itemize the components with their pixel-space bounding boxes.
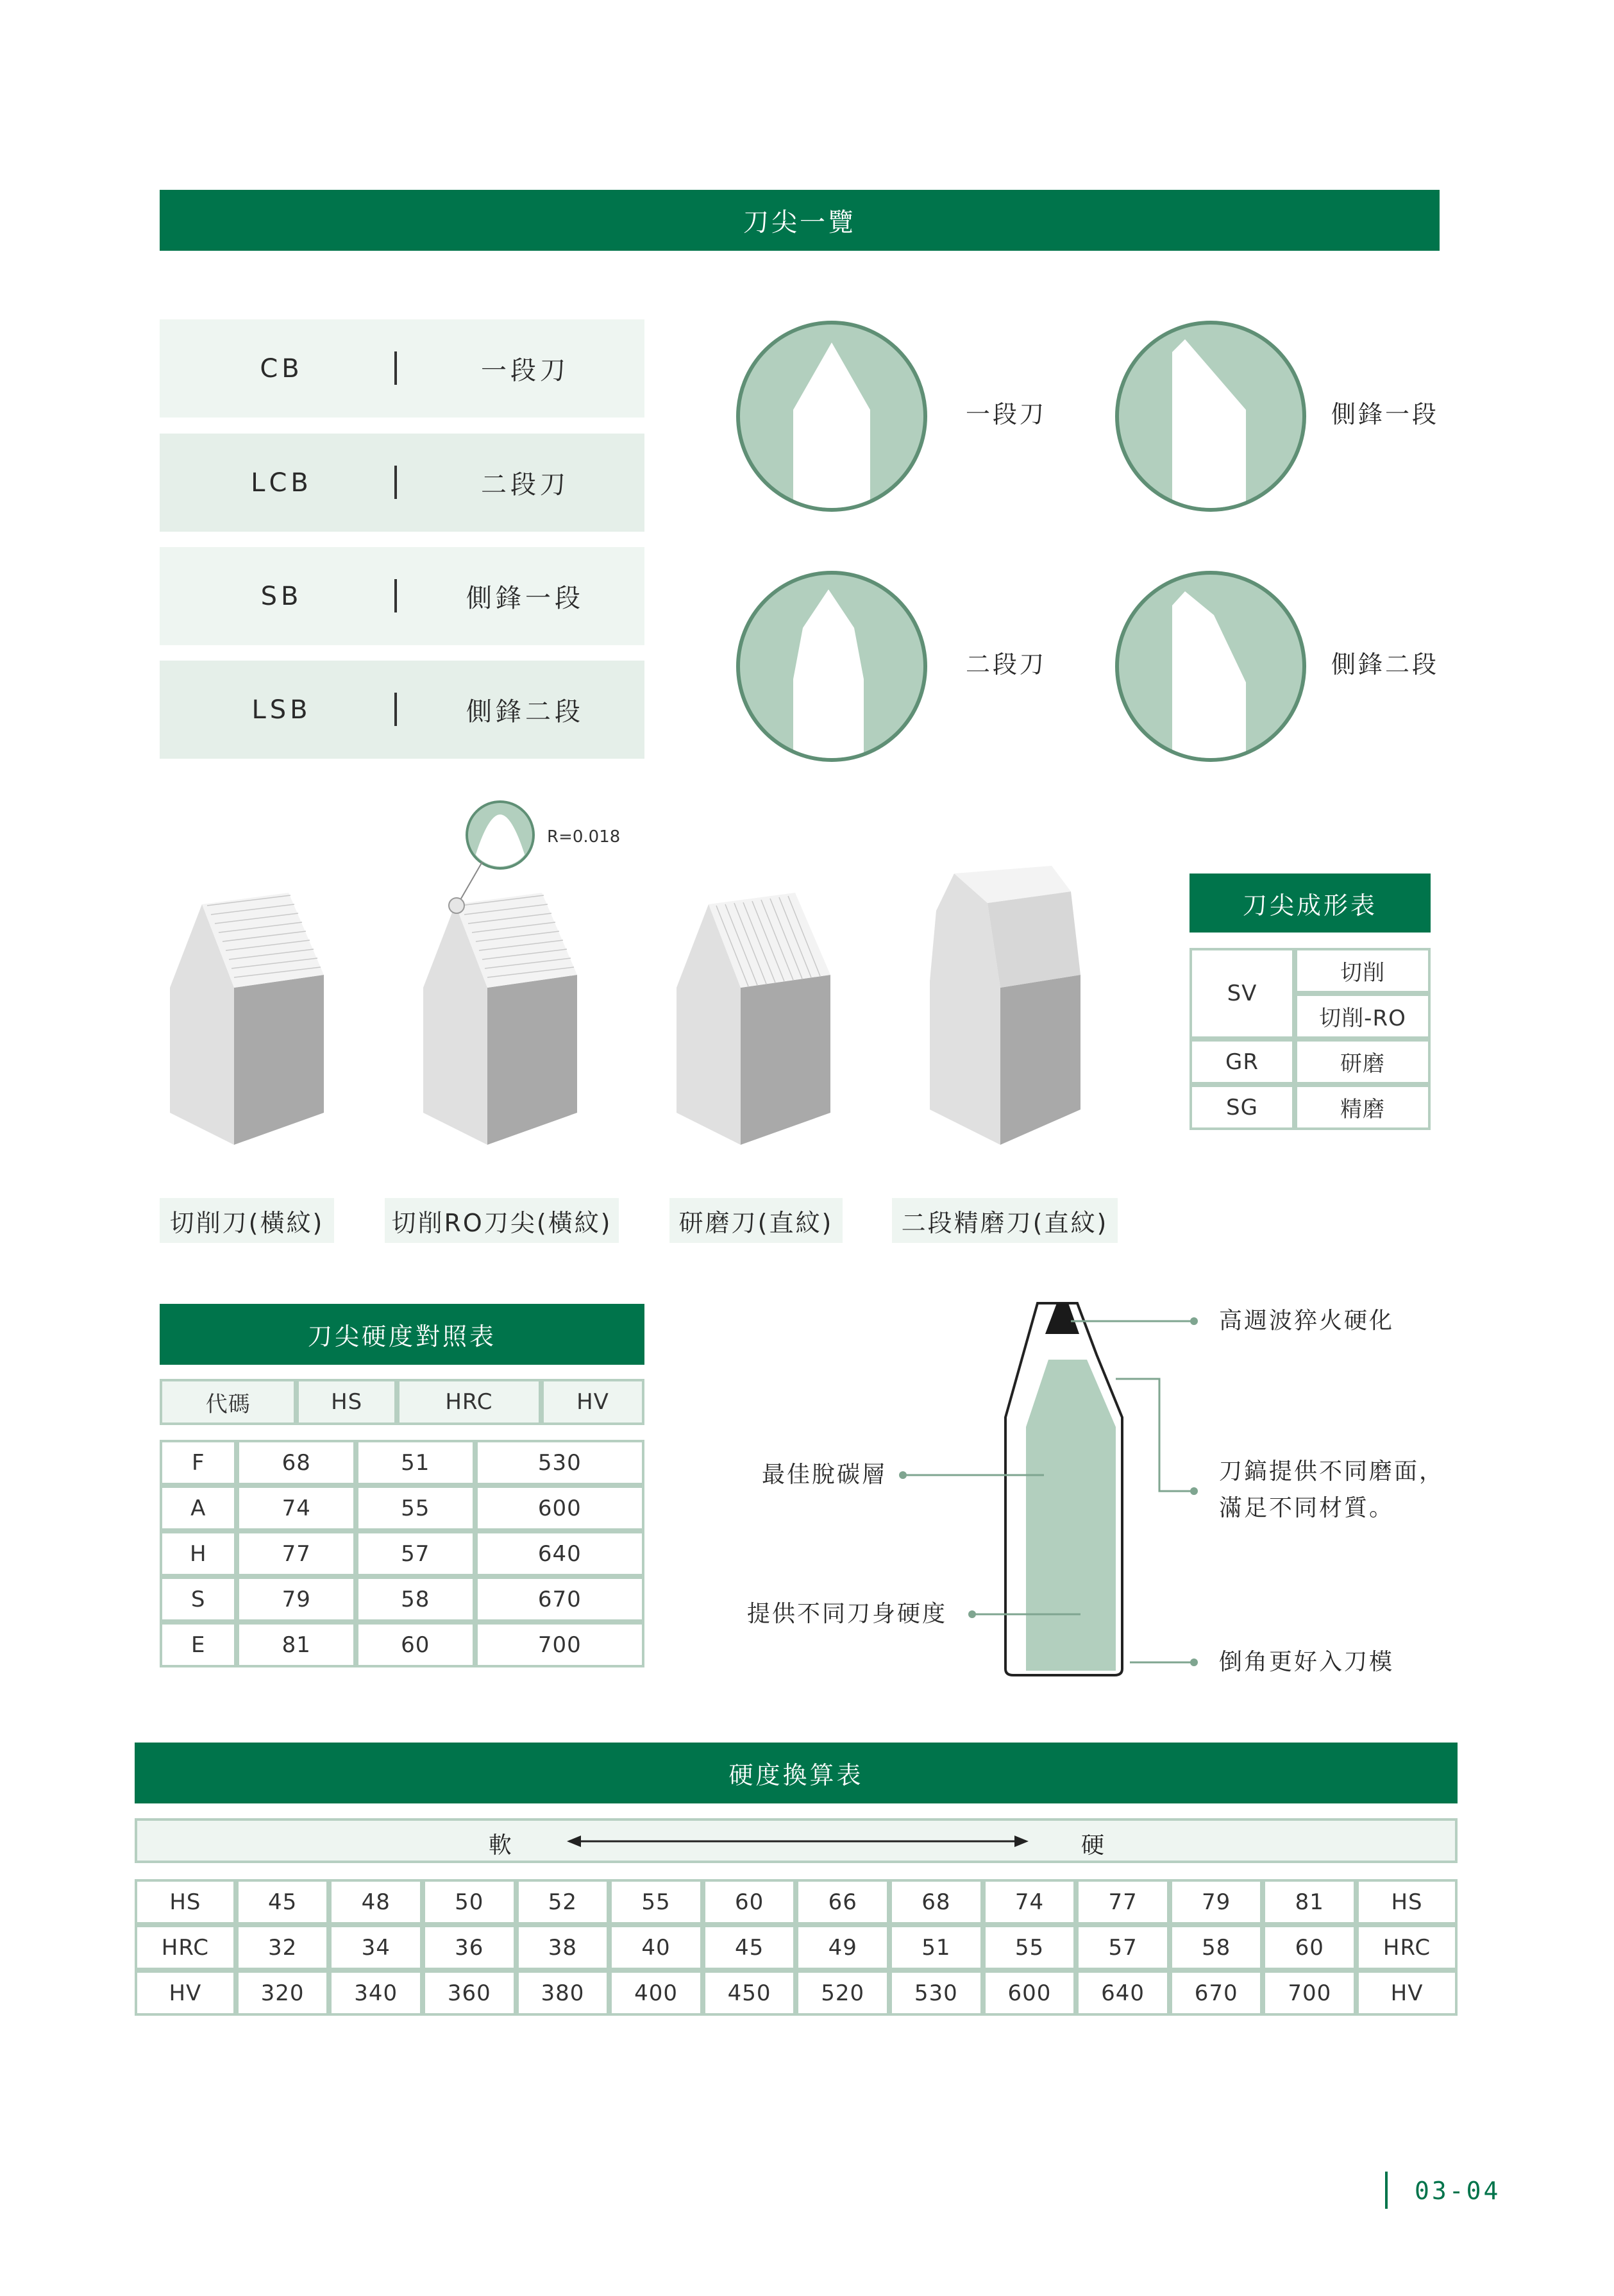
code-name: 二段刀 [481,470,569,500]
forming-table-title: 刀尖成形表 [1242,891,1377,920]
conversion-table [135,1879,1458,2016]
forming-item: 研磨 [1295,1039,1431,1085]
tip-label: 側鋒二段 [1331,650,1440,679]
table-cell: 74 [237,1485,356,1531]
table-cell: 55 [609,1879,703,1925]
tip-label: 側鋒一段 [1331,400,1440,428]
double-fine-blade-illustration [923,866,1090,1154]
separator [394,579,397,612]
cutting-ro-blade-illustration [417,885,584,1154]
hard-label: 硬 [1081,1832,1105,1859]
hardness-table-headers [160,1379,644,1425]
table-cell: 530 [475,1440,644,1485]
row-label: HS [1356,1879,1458,1925]
table-cell: 670 [475,1576,644,1622]
table-cell: 79 [1170,1879,1263,1925]
code-label: CB [260,353,303,384]
tip-side-single-icon [1111,317,1310,516]
table-cell: 600 [475,1485,644,1531]
code-name: 側鋒一段 [466,584,584,613]
tip-side-double-icon [1111,567,1310,766]
row-label: HV [1356,1970,1458,2016]
grinding-blade-illustration [670,885,837,1154]
table-cell: 600 [983,1970,1077,2016]
table-row [160,1485,644,1531]
table-row [135,1879,1458,1925]
separator [394,466,397,499]
table-cell: 670 [1170,1970,1263,2016]
double-arrow-icon [567,1830,1029,1853]
column-header: HV [541,1379,644,1425]
table-cell: 40 [609,1925,703,1970]
forming-item: 切削-RO [1295,993,1431,1039]
table-cell: 68 [237,1440,356,1485]
forming-item: 切削 [1295,948,1431,993]
page-number: 03-04 [1415,2177,1501,2205]
row-label: HS [135,1879,236,1925]
table-cell: 49 [796,1925,889,1970]
table-cell: 66 [796,1879,889,1925]
table-cell: 450 [703,1970,796,2016]
table-cell: 380 [516,1970,610,2016]
table-cell: 77 [1076,1879,1170,1925]
table-cell: 700 [475,1622,644,1667]
code-name: 一段刀 [481,356,569,385]
row-label: HRC [1356,1925,1458,1970]
table-cell: 57 [1076,1925,1170,1970]
table-cell: 45 [703,1925,796,1970]
table-cell: 77 [237,1531,356,1576]
code-name: 側鋒二段 [466,697,584,727]
table-cell: S [160,1576,237,1622]
callout-right-line1: 刀鎬提供不同磨面， [1219,1458,1445,1485]
callout-left1: 最佳脫碳層 [762,1462,887,1488]
table-cell: 48 [329,1879,423,1925]
table-cell: E [160,1622,237,1667]
code-row [160,661,644,759]
table-row [135,1925,1458,1970]
table-row [160,1531,644,1576]
forming-table [1189,948,1431,1130]
radius-label: R=0.018 [547,827,621,847]
section-header [160,190,1440,251]
callout-right-line2: 滿足不同材質。 [1219,1495,1395,1521]
table-cell: 81 [1263,1879,1356,1925]
table-cell: 530 [889,1970,983,2016]
table-row [160,1576,644,1622]
table-cell: 51 [889,1925,983,1970]
table-cell: 400 [609,1970,703,2016]
forming-code: GR [1189,1039,1295,1085]
table-cell: 520 [796,1970,889,2016]
separator [394,693,397,726]
code-row [160,319,644,418]
code-row [160,434,644,532]
ro-zoom-bubble [442,795,539,924]
blade-caption: 切削RO刀尖(橫紋) [385,1198,619,1243]
table-cell: 57 [356,1531,475,1576]
table-cell: 58 [356,1576,475,1622]
table-cell: 640 [475,1531,644,1576]
soft-hard-scale [135,1818,1458,1863]
table-cell: F [160,1440,237,1485]
conversion-table-header [135,1743,1458,1803]
hardness-table-header [160,1304,644,1365]
table-cell: 60 [703,1879,796,1925]
table-cell: 60 [1263,1925,1356,1970]
hardness-table [160,1440,644,1667]
table-cell: A [160,1485,237,1531]
table-cell: 74 [983,1879,1077,1925]
cutting-blade-illustration [164,885,330,1154]
table-row [160,1622,644,1667]
table-cell: 60 [356,1622,475,1667]
table-cell: 32 [236,1925,330,1970]
tip-single-bevel-icon [732,317,931,516]
column-header: HS [296,1379,396,1425]
column-header: HRC [397,1379,541,1425]
table-cell: H [160,1531,237,1576]
table-cell: 45 [236,1879,330,1925]
column-header: 代碼 [160,1379,296,1425]
table-cell: 34 [329,1925,423,1970]
hardness-table-title: 刀尖硬度對照表 [307,1322,496,1351]
table-cell: 700 [1263,1970,1356,2016]
table-cell: 79 [237,1576,356,1622]
callout-left2: 提供不同刀身硬度 [747,1601,948,1627]
code-label: LCB [251,468,312,498]
table-cell: 68 [889,1879,983,1925]
tip-double-bevel-icon [732,567,931,766]
blade-caption: 研磨刀(直紋) [669,1198,843,1243]
section-title: 刀尖一覽 [743,208,856,237]
code-label: SB [260,581,303,611]
table-cell: 81 [237,1622,356,1667]
separator [394,351,397,385]
table-row [135,1970,1458,2016]
table-cell: 38 [516,1925,610,1970]
table-cell: 36 [423,1925,516,1970]
row-label: HRC [135,1925,236,1970]
table-cell: 52 [516,1879,610,1925]
table-cell: 320 [236,1970,330,2016]
table-cell: 640 [1076,1970,1170,2016]
forming-item: 精磨 [1295,1085,1431,1130]
blade-caption: 二段精磨刀(直紋) [892,1198,1118,1243]
page-number-divider [1385,2172,1388,2209]
tip-label: 一段刀 [966,400,1047,428]
callout-bottom: 倒角更好入刀模 [1219,1649,1395,1675]
forming-code: SG [1189,1085,1295,1130]
soft-label: 軟 [489,1832,512,1859]
table-cell: 340 [329,1970,423,2016]
table-cell: 55 [983,1925,1077,1970]
blade-caption: 切削刀(橫紋) [160,1198,334,1243]
tip-label: 二段刀 [966,650,1047,679]
table-row [160,1440,644,1485]
callout-top: 高週波猝火硬化 [1219,1308,1395,1334]
forming-table-header [1189,874,1431,933]
conversion-table-title: 硬度換算表 [728,1761,864,1789]
table-cell: 51 [356,1440,475,1485]
table-cell: 58 [1170,1925,1263,1970]
table-cell: 55 [356,1485,475,1531]
table-cell: 50 [423,1879,516,1925]
table-cell: 360 [423,1970,516,2016]
row-label: HV [135,1970,236,2016]
code-row [160,547,644,645]
code-label: LSB [251,695,312,725]
forming-code: SV [1189,948,1295,1039]
